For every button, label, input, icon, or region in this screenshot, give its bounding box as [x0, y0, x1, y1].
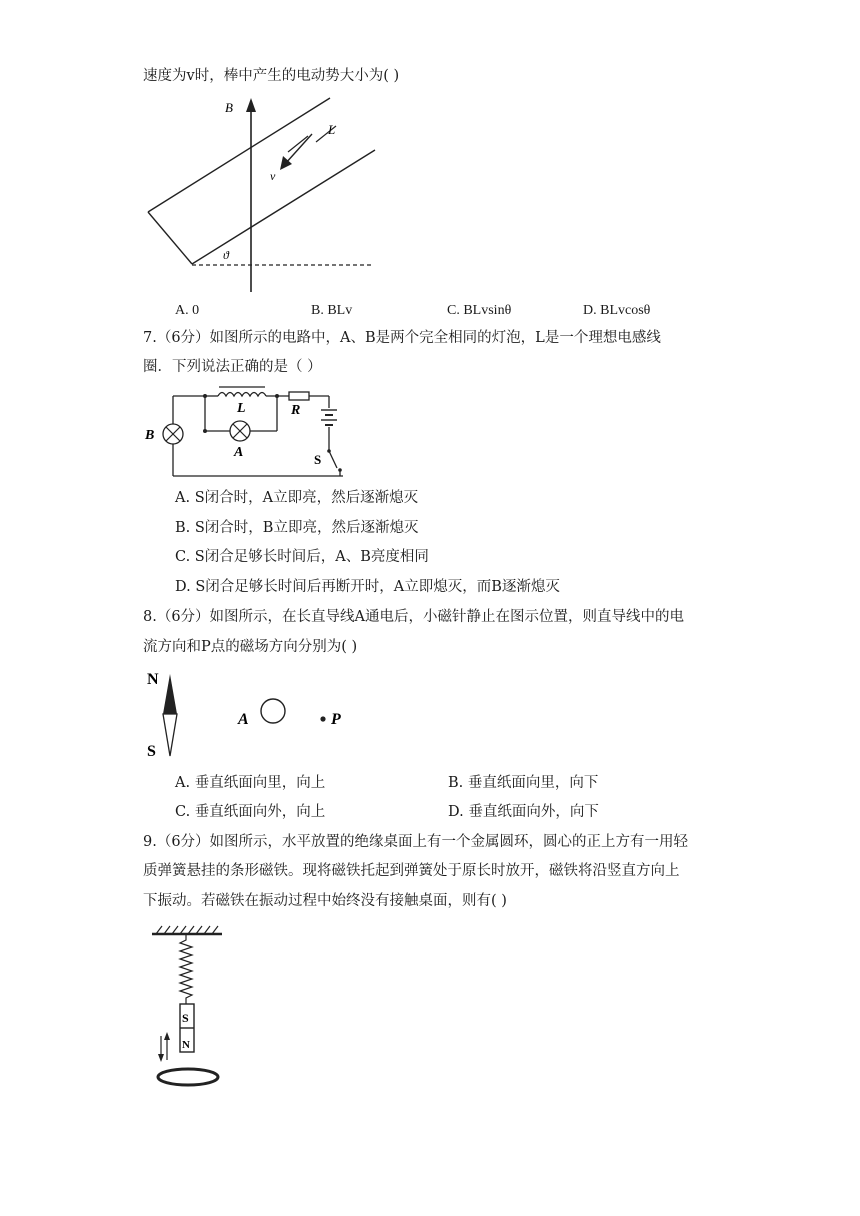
q7-option-b: B. S闭合时，B立即亮，然后逐渐熄灭 — [175, 520, 419, 536]
q6-option-c: C. BLvsinθ — [447, 303, 512, 318]
q7-option-a: A. S闭合时，A立即亮，然后逐渐熄灭 — [175, 490, 419, 506]
q8-stem-line1: 8.（6分）如图所示，在长直导线A通电后，小磁针静止在图示位置，则直导线中的电 — [143, 609, 685, 625]
q6-label-theta: ϑ — [223, 248, 229, 262]
q7-label-B: B — [145, 428, 155, 443]
q8-label-N: N — [147, 671, 159, 688]
q8-label-A: A — [238, 711, 249, 728]
q9-figure — [150, 922, 230, 1092]
q7-option-d: D. S闭合足够长时间后再断开时，A立即熄灭，而B逐渐熄灭 — [175, 579, 560, 595]
q6-option-a: A. 0 — [175, 303, 200, 318]
q6-stem: 速度为v时，棒中产生的电动势大小为( ) — [143, 68, 400, 84]
q6-option-b: B. BLv — [311, 303, 353, 318]
q9-stem-line2: 质弹簧悬挂的条形磁铁。现将磁铁托起到弹簧处于原长时放开，磁铁将沿竖直方向上 — [143, 863, 680, 879]
q8-stem-line2: 流方向和P点的磁场方向分别为( ) — [143, 639, 358, 655]
q9-stem-line3: 下振动。若磁铁在振动过程中始终没有接触桌面，则有( ) — [143, 893, 507, 909]
q8-option-d: D. 垂直纸面向外，向下 — [448, 804, 599, 820]
q7-label-R: R — [291, 403, 301, 418]
q6-label-v: v — [270, 169, 276, 183]
q6-figure — [140, 92, 380, 298]
q8-option-b: B. 垂直纸面向里，向下 — [448, 775, 599, 791]
q6-option-d: D. BLvcosθ — [583, 303, 651, 318]
q7-circuit-figure — [143, 384, 353, 482]
q7-label-S: S — [314, 452, 322, 467]
q8-label-S: S — [147, 743, 156, 760]
q7-stem-line2: 圈．下列说法正确的是（ ） — [143, 359, 322, 375]
q9-stem-line1: 9.（6分）如图所示，水平放置的绝缘桌面上有一个金属圆环，圆心的正上方有一用轻 — [143, 834, 689, 850]
q6-label-B: B — [225, 100, 233, 115]
q8-option-c: C. 垂直纸面向外，向上 — [175, 804, 326, 820]
q7-stem-line1: 7.（6分）如图所示的电路中，A、B是两个完全相同的灯泡，L是一个理想电感线 — [143, 330, 661, 346]
q8-figure — [143, 664, 353, 764]
q9-label-N: N — [182, 1039, 190, 1051]
q7-option-c: C. S闭合足够长时间后，A、B亮度相同 — [175, 549, 429, 565]
q8-option-a: A. 垂直纸面向里，向上 — [175, 775, 326, 791]
q9-label-S: S — [182, 1011, 189, 1025]
q7-label-L: L — [237, 401, 246, 416]
q6-label-L: L — [328, 122, 336, 137]
q8-label-P: P — [331, 711, 341, 728]
q7-label-A: A — [234, 445, 244, 460]
